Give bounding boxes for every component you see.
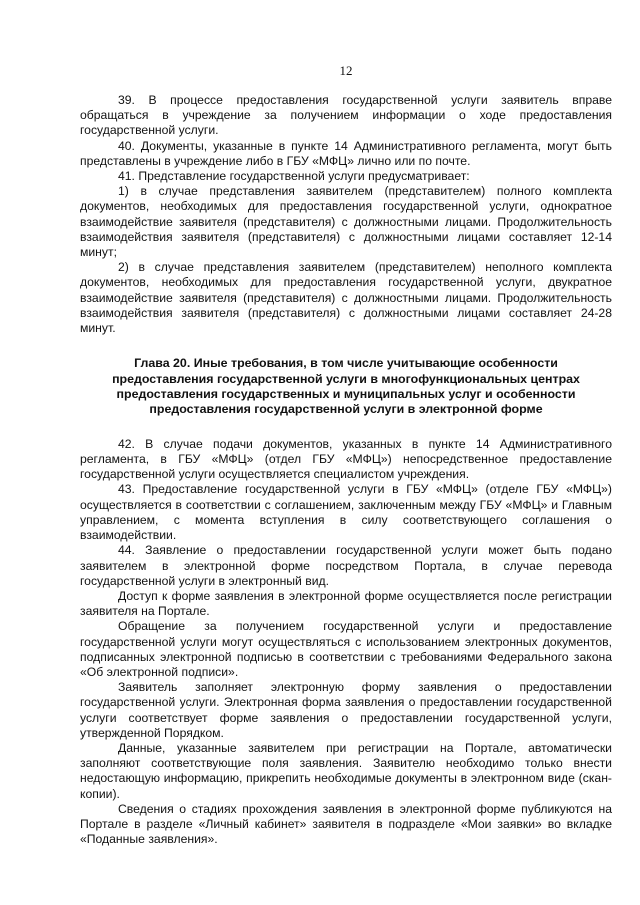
paragraph-39: 39. В процессе предоставления государственной услуги заявитель вправе обращаться в учреждение за получением информации о ходе предоставления государственной услуги. bbox=[80, 93, 612, 138]
paragraph-44-access: Доступ к форме заявления в электронной форме осуществляется после регистрации заявителя на Портале. bbox=[80, 588, 612, 619]
chapter-heading-line: предоставления государственных и муниципальных услуг и особенности bbox=[116, 387, 576, 402]
paragraph-41-item-2: 2) в случае представления заявителем (представителем) неполного комплекта документов, необходимых для предоставления государственной услуги, двукратное взаимодействие заявителя (представителя) с должностными лицами. Продолжительность взаимодействия заявителя (представителя) с должностными лицами составляет 24-28 минут. bbox=[80, 260, 612, 336]
chapter-heading bbox=[80, 356, 612, 418]
page-number: 12 bbox=[339, 63, 353, 78]
paragraph-43: 43. Предоставление государственной услуги в ГБУ «МФЦ» (отделе ГБУ «МФЦ») осуществляется в соответствии с соглашением, заключенным между ГБУ «МФЦ» и Главным управлением, с момента вступления в силу соответствующего соглашения о взаимодействии. bbox=[80, 482, 612, 543]
chapter-heading-line: Глава 20. Иные требования, в том числе учитывающие особенности bbox=[134, 356, 558, 371]
document-body bbox=[80, 93, 612, 847]
chapter-heading-line: предоставления государственной услуги в электронной форме bbox=[149, 402, 543, 417]
paragraph-44-status: Сведения о стадиях прохождения заявления в электронной форме публикуются на Портале в разделе «Личный кабинет» заявителя в подразделе «Мои заявки» во вкладке «Поданные заявления». bbox=[80, 801, 612, 847]
paragraph-41: 41. Представление государственной услуги предусматривает: bbox=[118, 169, 470, 184]
paragraph-44-data: Данные, указанные заявителем при регистрации на Портале, автоматически заполняют соответствующие поля заявления. Заявителю необходимо только внести недостающую информацию, прикрепить необходимые документы в электронном виде (скан-копии). bbox=[80, 740, 612, 801]
paragraph-44-appeal: Обращение за получением государственной услуги и предоставление государственной услуги могут осуществляться с использованием электронных документов, подписанных электронной подписью в соответствии с требованиями Федерального закона «Об электронной подписи». bbox=[80, 619, 612, 679]
chapter-heading-line: предоставления государственной услуги в многофункциональных центрах bbox=[112, 371, 580, 386]
paragraph-41-item-1: 1) в случае представления заявителем (представителем) полного комплекта документов, необходимых для предоставления государственной услуги, однократное взаимодействие заявителя (представителя) с должностными лицами. Продолжительность взаимодействия заявителя (представителя) с должностными лицами составляет 12-14 минут; bbox=[80, 184, 612, 260]
paragraph-44: 44. Заявление о предоставлении государственной услуги может быть подано заявителем в электронной форме посредством Портала, в случае перевода государственной услуги в электронный вид. bbox=[80, 543, 612, 588]
paragraph-44-form: Заявитель заполняет электронную форму заявления о предоставлении государственной услуги. Электронная форма заявления о предоставлении государственной услуги соответствует форме заявления о предоставлении государственной услуги, утвержденной Порядком. bbox=[80, 680, 612, 740]
paragraph-42: 42. В случае подачи документов, указанных в пункте 14 Административного регламента, в ГБУ «МФЦ» (отдел ГБУ «МФЦ») непосредственное предоставление государственной услуги осуществляется специалистом учреждения. bbox=[80, 436, 612, 482]
paragraph-40: 40. Документы, указанные в пункте 14 Административного регламента, могут быть представлены в учреждение либо в ГБУ «МФЦ» лично или по почте. bbox=[80, 138, 612, 168]
